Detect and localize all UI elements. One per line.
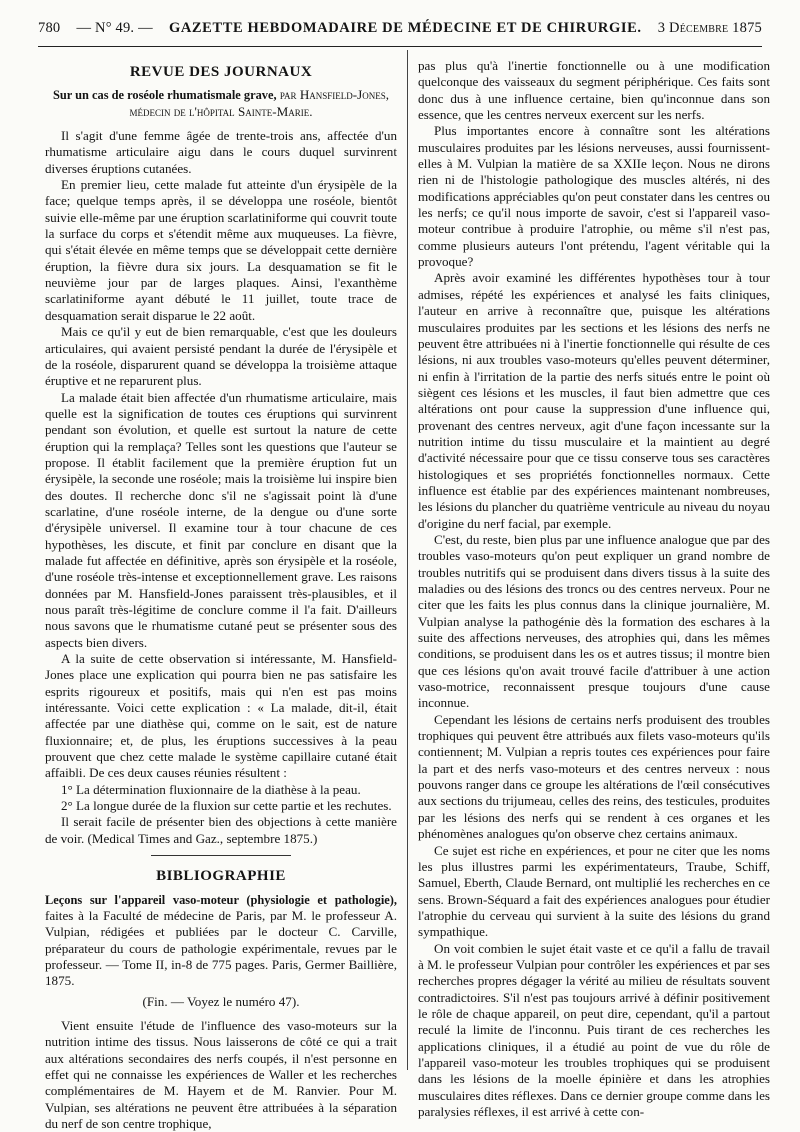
right-paragraph: Ce sujet est riche en expériences, et pour ne citer que les noms les plus illustres parmi les expérimentateurs, Traube, Schiff, Samuel, Eberth, Claude Bernard, ont multiplié les recherches en ce sens. Brown-Séquard a fait des expériences analogues pour étudier l'atrophie du cerveau qui survient à la suite des lésions du grand sympathique. (418, 842, 770, 940)
revue-article-byline: par Hansfield-Jones, médecin de l'hôpital Sainte-Marie. (129, 87, 390, 119)
revue-paragraph: Il serait facile de présenter bien des objections à cette manière de voir. (Medical Times and Gaz., septembre 1875.) (45, 814, 397, 846)
right-paragraph: Plus importantes encore à connaître sont les altérations musculaires produites par les lésions nerveuses, aussi fournissent-elles à M. Vulpian la matière de sa XXIIe leçon. Nous ne dirons rien ni de l'histologie pathologique des muscles altérés, ni des modifications appréciables qu'on peut constater dans les centres ou les nerfs; ce qu'il nous importe de savoir, c'est si l'appareil vaso-moteur contribue à produire l'atrophie, ou même s'il n'est pas, comme plusieurs auteurs l'ont prétendu, l'agent véritable qui la provoque? (418, 123, 770, 270)
revue-paragraph: A la suite de cette observation si intéressante, M. Hansfield-Jones place une explication qui pourra bien ne pas satisfaire les esprits rigoureux et positifs, mais qui n'en est pas moins intéressante. Voici cette explication : « La malade, dit-il, était affectée par une diathèse qui, comme on le sait, est de nature fluxionnaire; et, de plus, les éruptions successives à la peau prouvent que chez cette malade le système capillaire cutané était affaibli. De ces deux causes réunies résultent : (45, 651, 397, 781)
masthead (38, 12, 762, 44)
spacer (45, 847, 397, 855)
journal-title: GAZETTE HEBDOMADAIRE DE MÉDECINE ET DE CHIRURGIE. (168, 19, 642, 36)
biblio-entry (45, 892, 397, 990)
issue-date: 3 Décembre 1875 (657, 19, 762, 36)
spacer (45, 1010, 397, 1018)
section-rule (151, 855, 291, 856)
issue-number: — N° 49. — (76, 19, 153, 36)
revue-paragraph: 2° La longue durée de la fluxion sur cette partie et les rechutes. (61, 798, 392, 814)
right-paragraph: pas plus qu'à l'inertie fonctionnelle ou à une modification quelconque des vaisseaux du segment périphérique. Ces faits sont donc dus à une influence certaine, bien qu'inconnue dans son essence, que les centres nerveux exercent sur les nerfs. (418, 58, 770, 123)
right-paragraph: Cependant les lésions de certains nerfs produisent des troubles trophiques qui peuvent être attribués aux filets vaso-moteurs qu'ils contiennent; M. Vulpian a repris toutes ces expériences pour faire la part et des nerfs vaso-moteurs et des centres nerveux : nous pouvons ranger dans ce groupe les altérations de l'œil consécutives aux sections du trijumeau, celles des reins, des testicules, produites par les lésions des nerfs qui se rendent à ces organes et les phénomènes analogues qu'on observe chez certains animaux. (418, 711, 770, 842)
right-column (418, 58, 770, 1120)
right-paragraph: Après avoir examiné les différentes hypothèses tour à tour admises, répété les expériences et analysé les faits cliniques, l'auteur en arrive à reconnaître que, puisque les altérations musculaires produites par les sections et les lésions des nerfs ne peuvent être attribuées ni à l'inertie fonctionnelle qui résulte de ces lésions, ni aux troubles vaso-moteurs qu'elles peuvent déterminer, ni enfin à l'irritation de la partie des nerfs situés entre le point où siègent ces lésions et les muscles, il faut bien admettre que ces altérations ont pour cause la suppression d'une influence qui, provenant des centres nerveux, agit d'une façon incessante sur la nutrition intime du tissu musculaire et la maintient au degré d'activité nécessaire pour que ce tissu conserve tous ses caractères histologiques et ses propriétés fonctionnelles normaux. Cette influence est établie par des expériences maintenant nombreuses, les lésions du plancher du quatrième ventricule au niveau du noyau d'origine du nerf facial, par exemple. (418, 270, 770, 531)
left-column (45, 56, 397, 1132)
column-divider (407, 50, 408, 1070)
biblio-continuation: (Fin. — Voyez le numéro 47). (142, 993, 300, 1009)
revue-article-heading (45, 87, 397, 120)
revue-paragraph: Il s'agit d'une femme âgée de trente-trois ans, affectée d'un rhumatisme articulaire aigu dans le cours duquel survinrent diverses éruptions cutanées. (45, 128, 397, 176)
spacer (45, 120, 397, 128)
right-paragraph: C'est, du reste, bien plus par une influence analogue que par des troubles vaso-moteurs qu'on peut expliquer un grand nombre de troubles nutritifs qui se produisent dans divers tissus à la suite des maladies ou des lésions des troncs ou des centres nerveux. Pour ne citer que les faits les plus connus dans la clinique journalière, M. Vulpian analyse la pathogénie dès la formation des eschares à la suite des affections nerveuses, des atrophies qui, dans les mêmes conditions, se produisent dans les os et autres tissus; il montre bien que ces lésions qu'on avait trouvé facile d'attribuer à une action vaso-motrice, reconnaissent presque toujours d'une cause inconnue. (418, 531, 770, 711)
revue-paragraph: En premier lieu, cette malade fut atteinte d'un érysipèle de la face; quelque temps après, il se développa une roséole, bientôt suivie elle-même par une éruption scarlatiniforme qui couvrit toute la surface du corps et s'étendit même aux muqueuses. La fièvre, qui s'était élevée en même temps que se développait cette dernière éruption, la fièvre dura six jours. La desquamation se fit le neuvième jour par de larges plaques. Ainsi, l'exanthème scarlatiniforme ayant débuté le 11 juillet, toute trace de desquamation serait disparue le 22 août. (45, 177, 397, 323)
biblio-section-title: BIBLIOGRAPHIE (156, 868, 286, 885)
right-paragraph: On voit combien le sujet était vaste et ce qu'il a fallu de travail à M. le professeur Vulpian pour contrôler les expériences et par ses recherches propres dégager la vérité au milieu de résultats souvent contradictoires. S'il n'est pas toujours arrivé à définir positivement le rôle de chaque appareil, on peut dire, cependant, qu'il a partout reculé la limite de l'inconnu. Puis tirant de ces recherches les applications cliniques, il a étudié au point de vue du rôle de l'appareil vaso-moteur les troubles trophiques qui se produisent dans les lésions de la moelle épinière et dans les atrophies musculaires dites réflexes. Dans ce dernier groupe comme dans les paralysies réflexes, il est arrivé à cette con- (418, 940, 770, 1119)
revue-paragraph: La malade était bien affectée d'un rhumatisme articulaire, mais quelle est la signification de toutes ces éruptions qui survinrent pendant son évolution, et quelle est surtout la nature de cette éruption qui la remplaça? Telles sont les questions que l'auteur se propose. Il établit facilement que la première éruption fut un érysipèle, la seconde une roséole; mais la troisième lui inspire bien des doutes. Il recherche donc s'il ne s'agissait point là d'une scarlatine, d'une roséole interne, de la dengue ou d'une sorte d'érysipèle universel. Il examine tour à tour chacune de ces hypothèses, les discute, et finit par conclure en disant que la malade fut affectée en définitive, après son érysipèle et la roséole, d'une roséole très-intense et exceptionnellement grave. Les raisons données par M. Hansfield-Jones paraissent très-plausibles, et il nous paraît très-légitime de conclure comme il l'a fait. D'ailleurs nous savons que le rhumatisme cutané peut se présenter sous des aspects bien divers. (45, 389, 397, 650)
revue-paragraph: 1° La détermination fluxionnaire de la diathèse à la peau. (61, 781, 361, 797)
biblio-paragraph: Vient ensuite l'étude de l'influence des vaso-moteurs sur la nutrition intime des tissus. Nous laisserons de côté ce qui a trait aux altérations secondaires des nerfs coupés, il n'est personne en effet qui ne connaisse les expériences de Waller et les recherches complémentaires de M. Hayem et de M. Ranvier. Pour M. Vulpian, ses altérations ne peuvent être attribuées à la séparation du nerf de son centre trophique, (45, 1017, 397, 1131)
page-number: 780 (38, 19, 61, 36)
biblio-entry-details: faites à la Faculté de médecine de Paris, par M. le professeur A. Vulpian, rédigées et publiées par le docteur C. Carville, préparateur du cours de pathologie expérimentale, revues par le professeur. — Tome II, in-8 de 775 pages. Paris, Germer Baillière, 1875. (45, 907, 397, 989)
biblio-entry-title: Leçons sur l'appareil vaso-moteur (physiologie et pathologie), (45, 892, 397, 907)
revue-section-title: REVUE DES JOURNAUX (129, 64, 313, 80)
revue-paragraph: Mais ce qu'il y eut de bien remarquable, c'est que les douleurs articulaires, qui avaient persisté pendant la durée de l'érysipèle et de la roséole, disparurent quand se développa la troisième attaque éruptive et ne reparurent plus. (45, 324, 397, 389)
revue-article-title: Sur un cas de roséole rhumatismale grave, (52, 88, 277, 103)
header-rule (38, 46, 762, 47)
